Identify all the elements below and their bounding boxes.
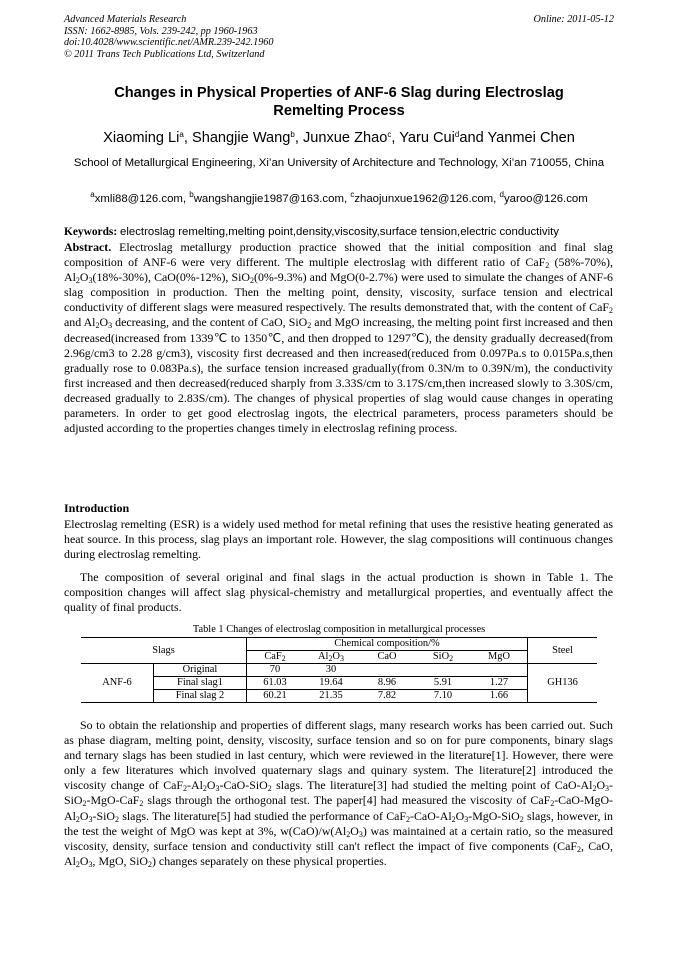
- keywords: Keywords: electroslag remelting,melting point,density,viscosity,surface tension,electric conductivity: [64, 226, 559, 238]
- author: Yaru Cui: [399, 130, 455, 146]
- column-header: CaF$_2$: [247, 651, 304, 664]
- abstract: Abstract. Electroslag metallurgy production practice showed that the initial composition and final slag composition of ANF-6 were very different. The multiple electroslag with different ratio of CaF$_2$ (58%-70%), $Al_2O_3(18\%-30\%)$, CaO(0%-12%), SiO$_2$(0%-9.3%) and MgO(0-2.7%) were used to simulate the changes of ANF-6 slag composition in production. Then the melting point, density, viscosity, surface tension and electrical conductivity of different slags were measured respectively. The results demonstrated that, with the content of CaF$_2$ and $Al_2O_3$ decreasing, and the content of CaO, SiO$_2$ and MgO increasing, the melting point first increased and then decreased(increased from 1339℃ to 1350℃, and then dropped to 1297℃), the density gradually decreased(from 2.96g/cm3 to 2.28 g/cm3), viscosity first decreased and then increased(reduced from 0.097Pa.s to 0.015Pa.s,then gradually rose to 0.083Pa.s), the surface tension increased gradually(from 0.3N/m to 0.39N/m), the conductivity first increased and then decreased(reduced sharply from 3.33S/cm to 3.17S/cm,then increased slowly to 3.30S/cm, decreased gradually to 2.83S/cm). The changes of physical properties of slag would cause changes in operating parameters. In order to get good electroslag ingots, the electrical parameters, process parameters should be adjusted according to the properties changes timely in electroslag refining process.: [64, 240, 613, 436]
- email-list: $^a$xmli88@126.com, $^b$wangshangjie1987@163.com, $^c$zhaojunxue1962@126.com, $^d$yaroo@126.com: [90, 190, 588, 205]
- intro-paragraph-3: So to obtain the relationship and properties of different slags, many research works has been carried out. Such as phase diagram, melting point, density, viscosity, surface tension and so on for pure components, binary slags and ternary slags has been studied in last century, which were reviewed in the literature[1]. However, there were only a few literatures which involved quaternary slags and quinary system. The literature[2] introduced the viscosity change of $CaF_2-Al_2O_3-CaO-SiO_2$ slags. The literature[3] had studied the melting point of CaO-$Al_2O_3-SiO_2-MgO-CaF_2$ slags through the orthogonal test. The paper[4] had measured the viscosity of $CaF_2-CaO-MgO-Al_2O_3-SiO_2$ slags. The literature[5] had studied the performance of $CaF_2-CaO-Al_2O_3-MgO-SiO_2$ slags, however, in the test the weight of MgO was kept at 3%, $w(CaO)/w(Al_2O_3)$ was maintained at a certain ratio, so the measured viscosity, density, surface tension and conductivity still can't reflect the impact of five components (CaF$_2$, CaO, $Al_2O_3$, MgO, SiO$_2$) changes separately on these physical properties.: [64, 718, 614, 869]
- journal-name: Advanced Materials Research: [64, 14, 187, 25]
- copyright: © 2011 Trans Tech Publications Ltd, Switzerland: [64, 48, 265, 60]
- group-cell: ANF-6: [81, 664, 154, 703]
- author: Junxue Zhao: [302, 130, 388, 146]
- column-header: CaO: [359, 651, 415, 664]
- steel-cell: GH136: [528, 664, 598, 703]
- email: xmli88@126.com: [94, 193, 183, 205]
- abstract-label: Abstract.: [64, 240, 112, 254]
- email: yaroo@126.com: [503, 193, 588, 205]
- column-header: $Al_2O_3$: [303, 651, 359, 664]
- doi: doi:10.4028/www.scientific.net/AMR.239-242.1960: [64, 37, 274, 48]
- table-row: Final slag1 61.03 19.64 8.96 5.91 1.27: [81, 677, 597, 690]
- table-caption: Table 1 Changes of electroslag composition in metallurgical processes: [192, 624, 486, 635]
- composition-table: [81, 637, 597, 703]
- journal-header: [64, 14, 273, 60]
- author: Xiaoming Li: [103, 130, 180, 146]
- email: wangshangjie1987@163.com: [193, 193, 344, 205]
- online-date: Online: 2011-05-12: [533, 14, 614, 25]
- table-row: ANF-6 Original 70 30 GH136: [81, 664, 597, 677]
- issn: ISSN: 1662-8985, Vols. 239-242, pp 1960-1963: [64, 25, 258, 37]
- paper-title: Changes in Physical Properties of ANF-6 Slag during Electroslag Remelting Process: [114, 85, 564, 119]
- column-header: SiO$_2$: [415, 651, 471, 664]
- column-header: MgO: [471, 651, 528, 664]
- affiliation: School of Metallurgical Engineering, Xi’an University of Architecture and Technology, Xi’an 710055, China: [73, 157, 605, 169]
- author: Shangjie Wang: [191, 130, 291, 146]
- email: zhaojunxue1962@126.com: [354, 193, 494, 205]
- table-header: Slags: [81, 638, 247, 664]
- intro-paragraph-2: The composition of several original and final slags in the actual production is shown in Table 1. The composition changes will affect slag physical-chemistry and metallurgical properties, and eventually affect the quality of final products.: [64, 570, 613, 615]
- author-list: Xiaoming Li$^a$, Shangjie Wang$^b$, Junxue Zhao$^c$, Yaru Cui$^d$and Yanmei Chen: [103, 130, 575, 146]
- intro-paragraph-1: Electroslag remelting (ESR) is a widely used method for metal refining that uses the resistive heating generated as heat source. In this process, slag plays an important role. However, the slag compositions will continuous changes during electroslag remelting.: [64, 517, 613, 562]
- table-header: Chemical composition/%: [247, 638, 528, 651]
- table-header: Steel: [528, 638, 598, 664]
- author: Yanmei Chen: [487, 130, 575, 146]
- table-row: Final slag 2 60.21 21.35 7.82 7.10 1.66: [81, 690, 597, 703]
- section-heading: Introduction: [64, 501, 130, 515]
